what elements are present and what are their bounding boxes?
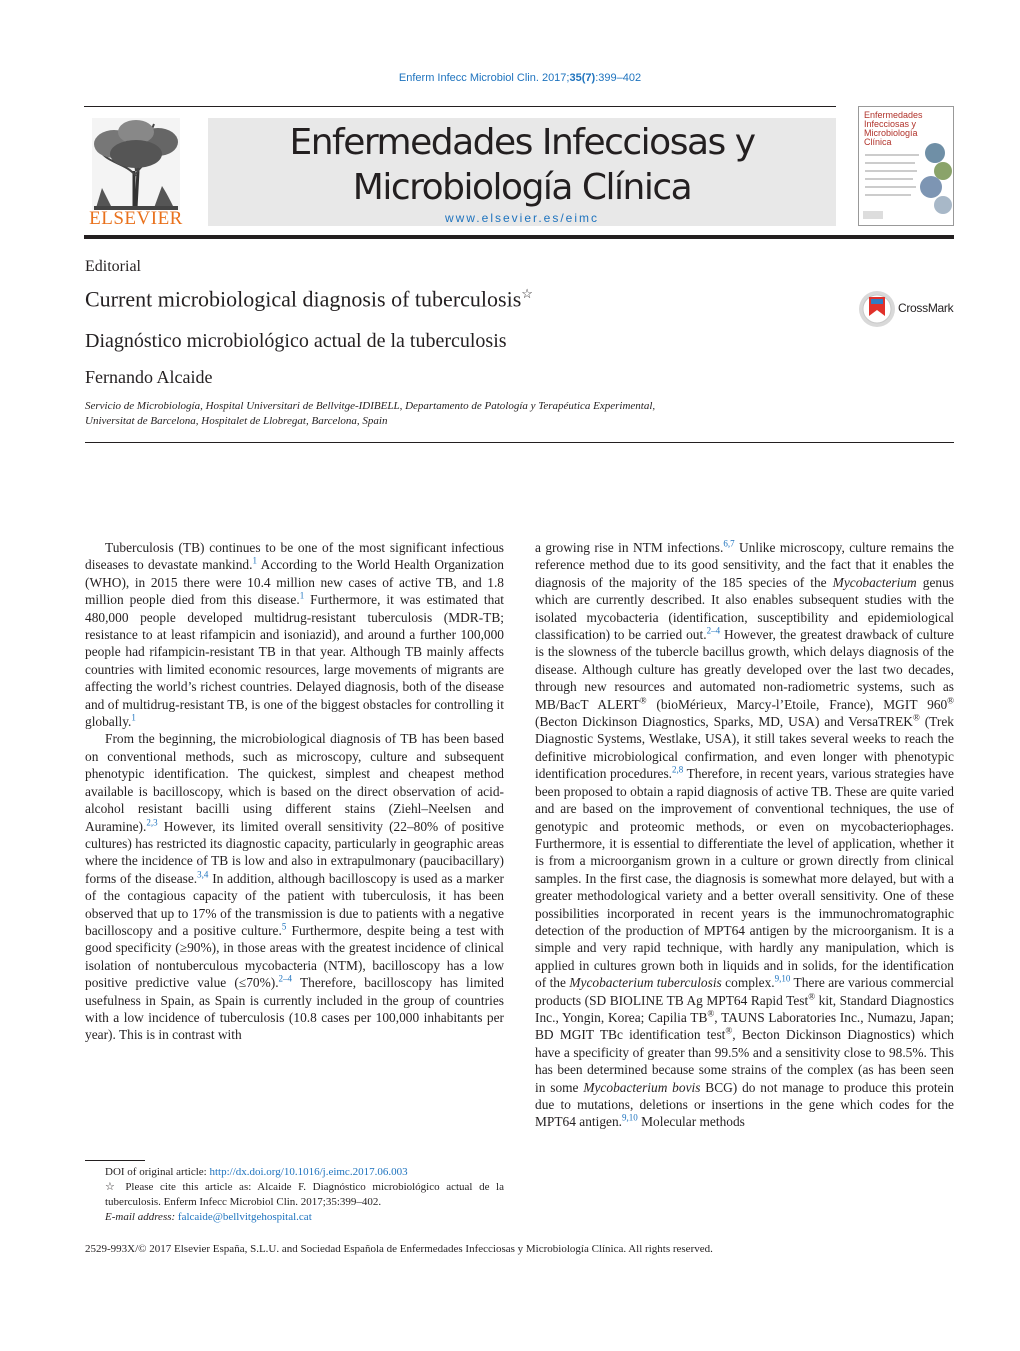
doi-link[interactable]: http://dx.doi.org/10.1016/j.eimc.2017.06.003	[209, 1166, 408, 1178]
reference-link[interactable]: 2,3	[146, 817, 158, 828]
email-link[interactable]: falcaide@bellvitgehospital.cat	[177, 1211, 312, 1223]
masthead-top-rule	[84, 106, 836, 107]
reference-link[interactable]: 5	[281, 921, 287, 932]
journal-title-line2: Microbiología Clínica	[352, 167, 692, 208]
email-footnote: E-mail address: falcaide@bellvitgehospital.cat	[105, 1211, 312, 1223]
reference-link[interactable]: 1	[252, 555, 257, 566]
reference-link[interactable]: 9,10	[622, 1112, 638, 1123]
copyright-notice: 2529-993X/© 2017 Elsevier España, S.L.U. and Sociedad Española de Enfermedades Infecciosas y Microbiología Clínica. All rights reserved.	[85, 1243, 713, 1255]
journal-title	[208, 120, 836, 210]
reference-link[interactable]: 6,7	[723, 538, 735, 549]
journal-title-panel	[208, 118, 836, 226]
footnotes	[85, 1165, 504, 1225]
crossmark-button[interactable]	[858, 290, 958, 330]
body-column-left	[85, 539, 504, 1044]
journal-url-link[interactable]: www.elsevier.es/eimc	[444, 211, 600, 225]
crossmark-label: CrossMark	[898, 301, 954, 315]
footnote-rule	[85, 1160, 145, 1161]
paragraph: a growing rise in NTM infections.$^{6,7}$ Unlike microscopy, culture remains the reference method due to its good sensitivity, and the fact that it enables the diagnosis of the majority of the 185 species of the Mycobacterium genus which are currently described. It also enables subsequent studies with the isolated mycobacteria (identification, susceptibility and epidemiological classification) to be carried out.$^{2-4}$ However, the greatest drawback of culture is the slowness of the tubercle bacillus growth, which delays diagnosis of the disease. Although culture has greatly developed over the last two decades, through new resources and automated non-radiometric systems, such as MB/BacT ALERT® (bioMérieux, Marcy-l’Etoile, France), MGIT 960® (Becton Dickinson Diagnostics, Sparks, MD, USA) and VersaTREK® (Trek Diagnostic Systems, Westlake, USA), it still takes several weeks to reach the definitive microbiological confirmation, and even longer with phenotypic identification procedures.$^{2,8}$ Therefore, in recent years, various strategies have been proposed to obtain a rapid diagnosis of active TB. These are quite varied and are based on the improvement of conventional techniques, the use of genotypic and proteomic methods, or even on mycobacteriophages. Furthermore, it is essential to differentiate the level of application, whether it is from a microorganism grown in a culture or grown directly from clinical samples. In the first case, the diagnosis is somewhat more delayed, but with a greater methodological variety and a better overall sensitivity. One of these possibilities incorporated in recent years is the immunochromatographic detection of the production of MPT64 antigen by the microorganism. It is a simple and very rapid technique, with hardly any manipulation, which is applied in cultures grown both in liquids and in solids, for the identification of the Mycobacterium tuberculosis complex.$^{9,10}$ There are various commercial products (SD BIOLINE TB Ag MPT64 Rapid Test® kit, Standard Diagnostics Inc., Yongin, Korea; Capilia TB®, TAUNS Laboratories Inc., Numazu, Japan; BD MGIT TBc identification test®, Becton Dickinson Diagnostics) which have a specificity of greater than 99.5% and a sensitivity close to 98.5%. This has been determined because some strains of the complex (as has been seen in some Mycobacterium bovis BCG) do not manage to produce this protein due to mutations, deletions or insertions in the gene which codes for the MPT64 antigen.$^{9,10}$ Molecular methods	[535, 538, 955, 1130]
article-subtitle: Diagnóstico microbiológico actual de la tuberculosis	[85, 330, 507, 352]
reference-link[interactable]: 3,4	[197, 869, 209, 880]
masthead	[84, 106, 954, 239]
crossmark-icon	[858, 290, 896, 328]
star-icon: ☆	[105, 1181, 119, 1193]
header-rule	[85, 442, 954, 443]
cover-title: Enfermedades Infecciosas y Microbiología Clínica	[864, 110, 923, 147]
doi-footnote: DOI of original article: http://dx.doi.org/10.1016/j.eimc.2017.06.003	[105, 1166, 408, 1178]
cover-art-icon	[859, 107, 953, 225]
reference-link[interactable]: 1	[299, 590, 305, 601]
article-section: Editorial	[85, 258, 141, 275]
journal-title-line1: Enfermedades Infecciosas y	[289, 122, 755, 163]
reference-link[interactable]: 9,10	[774, 973, 791, 984]
reference-link[interactable]: 2–4	[278, 973, 293, 984]
masthead-bottom-rule	[84, 235, 954, 239]
body-column-right	[535, 539, 954, 1131]
article-title: Current microbiological diagnosis of tuberculosis☆	[85, 286, 533, 312]
title-footnote-mark[interactable]: ☆	[521, 286, 533, 301]
reference-link[interactable]: 2,8	[672, 764, 684, 775]
citation-footnote: ☆ Please cite this article as: Alcaide F. Diagnóstico microbiológico actual de la tuberculosis. Enferm Infecc Microbiol Clin. 2017;35:399–402.	[105, 1181, 504, 1208]
journal-cover-thumbnail[interactable]	[858, 106, 954, 226]
publisher-name: ELSEVIER	[89, 208, 183, 229]
paragraph: From the beginning, the microbiological diagnosis of TB has been based on conventional methods, such as microscopy, culture and subsequent phenotypic identification. The quickest, simplest and cheapest method available is bacilloscopy, which is based on the direct observation of acid-alcohol resistant bacilli using different stains (Ziehl–Neelsen and Auramine).$^{2,3}$ However, its limited overall sensitivity (22–80% of positive cultures) has restricted its diagnostic capacity, particularly in geographic areas where the incidence of TB is low and also in extrapulmonary (paucibacillary) forms of the disease.$^{3,4}$ In addition, although bacilloscopy is used as a marker of the contagious capacity of the patient with tuberculosis, it has been observed that up to 17% of the transmission is due to patients with a negative bacilloscopy and a positive culture.$^5$ Furthermore, despite being a test with good specificity (≥90%), in those areas with the greatest incidence of clinical isolation of nontuberculous mycobacteria (NTM), bacilloscopy has a low positive predictive value (≤70%).$^{2-4}$ Therefore, bacilloscopy has limited usefulness in Spain, as Spain is currently included in the group of countries with a low incidence of tuberculosis (10.8 cases per 100,000 inhabitants per year). This is in contrast with	[85, 731, 504, 1043]
author-affiliation: Servicio de Microbiología, Hospital Universitari de Bellvitge-IDIBELL, Departamento de Patología y Terapéutica Experimental, Universitat de Barcelona, Hospitalet de Llobregat, Barcelona, Spain	[85, 400, 656, 427]
journal-citation[interactable]: Enferm Infecc Microbiol Clin. 2017;35(7):399–402	[398, 72, 642, 84]
author-name: Fernando Alcaide	[85, 367, 213, 387]
paragraph: Tuberculosis (TB) continues to be one of the most significant infectious diseases to devastate mankind.$^1$ According to the World Health Organization (WHO), in 2015 there were 10.4 million new cases of active TB, and 1.8 million people died from this disease.$^1$ Furthermore, it was estimated that 480,000 people developed multidrug-resistant tuberculosis (MDR-TB; resistance to at least rifampicin and isoniazid), and around a further 100,000 people had rifampicin-resistant TB in that year. Although TB mainly affects countries with limited economic resources, large movements of migrants are affecting the world’s richest countries. Delayed diagnosis, both of the disease and of multidrug-resistant TB, is one of the biggest obstacles for controlling it globally.$^1$	[85, 540, 504, 730]
reference-link[interactable]: 1	[131, 712, 136, 723]
reference-link[interactable]: 2–4	[706, 625, 721, 636]
